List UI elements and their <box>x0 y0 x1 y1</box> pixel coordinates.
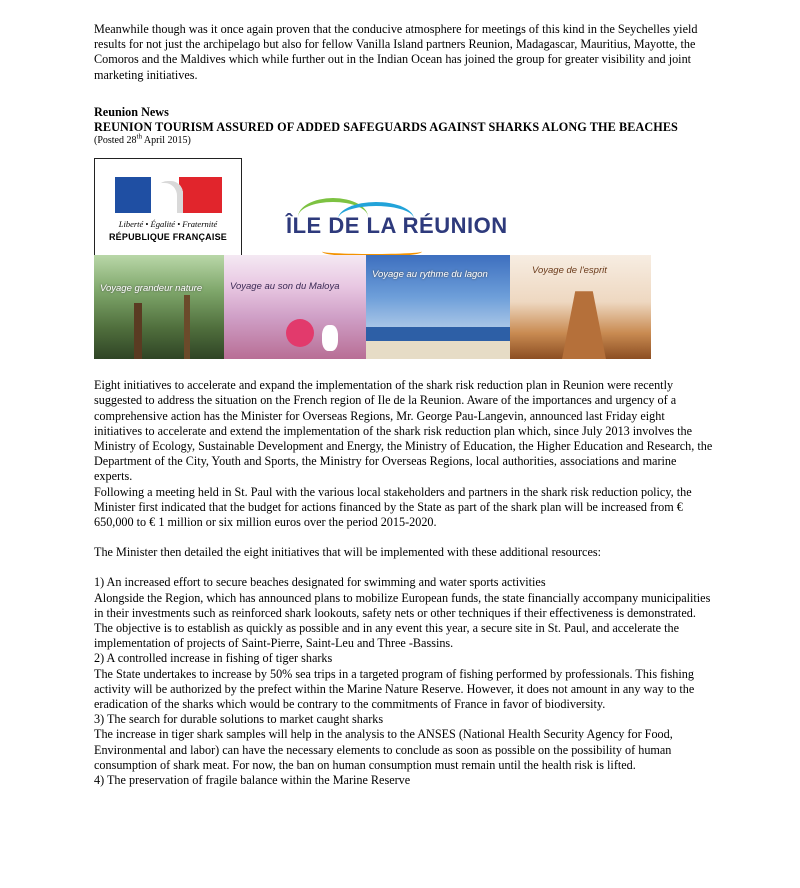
republic-motto: Liberté • Égalité • Fraternité <box>118 219 218 230</box>
list-item: 4) The preservation of fragile balance within the Marine Reserve <box>94 773 411 788</box>
photo-panel-maloya <box>224 255 366 359</box>
list-item: Alongside the Region, which has announced plans to mobilize European funds, the state financially accompany municipalities in their investments such as reinforced shark lookouts, safety nets or other techniques if their effectiveness is demonstrated. The objective is to establish as quickly as possible and in any event this year, a secure site in St. Paul, and accelerate the implementation of projects of Saint-Pierre, Saint-Leu and Three -Bassins. <box>94 590 711 651</box>
ile-de-la-reunion-logo <box>282 198 508 254</box>
photo-panel-nature <box>94 255 224 359</box>
panel-caption: Voyage au rythme du lagon <box>372 269 488 281</box>
list-item: 3) The search for durable solutions to market caught sharks <box>94 712 384 727</box>
posted-prefix: (Posted 28 <box>94 135 137 147</box>
posted-date <box>94 132 714 147</box>
body-paragraph: The Minister then detailed the eight initiatives that will be implemented with these additional resources: <box>94 545 602 560</box>
panel-caption: Voyage au son du Maloya <box>230 281 340 293</box>
body-paragraph: Following a meeting held in St. Paul with the various local stakeholders and partners in the shark risk reduction policy, the Minister first indicated that the budget for actions financed by the State as part of the shark plan will be increased from € 650,000 to € 1 million or six million euros over the period 2015-2020. <box>94 484 692 530</box>
body-paragraph: Eight initiatives to accelerate and expand the implementation of the shark risk reduction plan in Reunion were recently suggested to address the situation on the French region of Ile de la Reunion. Aware of the importances and urgency of a comprehensive action has the Minister for Overseas Regions, Mr. George Pau-Langevin, announced last Friday eight initiatives to accelerate and extend the implementation of the shark risk reduction plan which, since July 2013 involves the Ministry of Ecology, Sustainable Development and Energy, the Ministry of Education, the Higher Education and Research, the Department of the City, Youth and Sports, the Ministry for Overseas Regions, local authorities, associations and marine experts. <box>94 378 713 484</box>
republique-francaise-logo <box>94 158 242 256</box>
photo-panel-lagon <box>366 255 510 359</box>
photo-panel-esprit <box>510 255 651 359</box>
logo-text: ÎLE DE LA RÉUNION <box>286 213 508 239</box>
list-item: The State undertakes to increase by 50% sea trips in a targeted program of fishing performed by professionals. This fishing activity will be authorized by the prefect within the Marine Nature Reserve. However, it does not amount in any way to the eradication of the sharks which would be contrary to the commitments of France in favor of biodiversity. <box>94 666 695 712</box>
section-label: Reunion News <box>94 104 169 119</box>
list-item: The increase in tiger shark samples will help in the analysis to the ANSES (National Health Security Agency for Food, Environmental and labor) can have the necessary elements to conclude as soon as possible on the possibility of human consumption of shark meat. For now, the ban on human consumption must remain until the health risk is lifted. <box>94 727 673 772</box>
list-item: 2) A controlled increase in fishing of tiger sharks <box>94 651 333 666</box>
tourism-banner-image <box>94 158 654 362</box>
republique-label: RÉPUBLIQUE FRANÇAISE <box>108 232 227 243</box>
photo-strip <box>94 255 651 359</box>
panel-caption: Voyage grandeur nature <box>100 283 203 295</box>
intro-paragraph: Meanwhile though was it once again proven that the conducive atmosphere for meetings of this kind in the Seychelles yield results for not just the archipelago but also for fellow Vanilla Island partners Reunion, Madagascar, Mauritius, Mayotte, the Comoros and the Maldives which while further out in the Indian Ocean has joined the group for greater visibility and joint marketing initiatives. <box>94 22 698 82</box>
initiatives-list <box>94 575 714 788</box>
panel-caption: Voyage de l'esprit <box>532 265 607 277</box>
posted-sup: th <box>136 132 142 141</box>
marianne-flag-icon <box>115 177 222 213</box>
article-headline: REUNION TOURISM ASSURED OF ADDED SAFEGUARDS AGAINST SHARKS ALONG THE BEACHES <box>94 120 678 135</box>
list-item: 1) An increased effort to secure beaches designated for swimming and water sports activities <box>94 575 546 590</box>
posted-suffix: April 2015) <box>141 135 191 147</box>
article <box>94 22 714 788</box>
